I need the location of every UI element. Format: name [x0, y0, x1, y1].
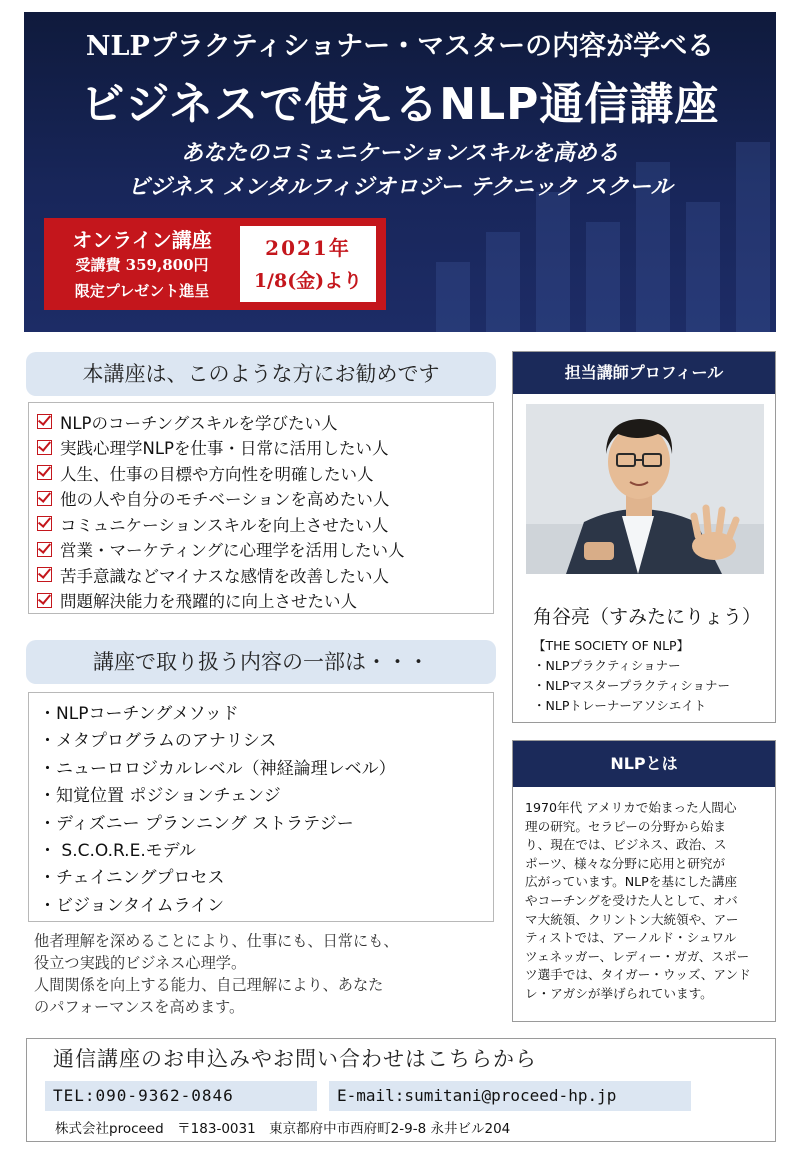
nlp-line: 理の研究。セラピーの分野から始ま	[525, 818, 726, 834]
start-date: 1/8(金)より	[253, 270, 363, 292]
contents-heading: 講座で取り扱う内容の一部は・・・	[26, 640, 496, 684]
list-item-label: NLPのコーチングスキルを学びたい人	[60, 413, 338, 433]
checkbox-checked-icon	[37, 593, 52, 608]
checkbox-checked-icon	[37, 491, 52, 506]
profile-heading: 担当講師プロフィール	[513, 352, 775, 394]
list-item-label: 他の人や自分のモチベーションを高めたい人	[60, 490, 390, 510]
contents-list	[39, 701, 396, 920]
description-line: 人間関係を向上する能力、自己理解により、あなた	[34, 976, 384, 994]
instructor-society: 【THE SOCIETY OF NLP】	[533, 638, 690, 653]
recommend-list	[37, 409, 405, 613]
offer-online-course: オンライン講座	[72, 228, 212, 252]
offer-gift: 限定プレゼント進呈	[74, 282, 210, 300]
banner-subtitle: NLPプラクティショナー・マスターの内容が学べる	[85, 31, 715, 62]
contact-footer	[26, 1038, 776, 1142]
list-item: ・ニューロロジカルレベル（神経論理レベル）	[39, 758, 396, 779]
list-item: ・ビジョンタイムライン	[39, 895, 225, 916]
checkbox-checked-icon	[37, 414, 52, 429]
credential-item: ・NLPマスタープラクティショナー	[533, 678, 730, 693]
list-item	[37, 537, 405, 563]
recommend-heading: 本講座は、このような方にお勧めです	[26, 352, 496, 396]
nlp-line: ツェネッガー、レディー・ガガ、スポー	[525, 948, 750, 964]
nlp-line: ツ選手では、タイガー・ウッズ、アンド	[525, 967, 751, 983]
offer-fee: 受講費 359,800円	[75, 256, 209, 274]
checkbox-checked-icon	[37, 465, 52, 480]
nlp-line: り、現在では、ビジネス、政治、ス	[525, 837, 727, 853]
checkbox-checked-icon	[37, 516, 52, 531]
nlp-line: マ大統領、クリントン大統領や、アー	[525, 911, 739, 927]
contact-heading: 通信講座のお申込みやお問い合わせはこちらから	[53, 1047, 537, 1071]
nlp-description	[525, 799, 767, 1004]
nlp-heading: NLPとは	[513, 741, 775, 787]
nlp-line: 広がっています。NLPを基にした講座	[525, 874, 737, 890]
list-item: ・NLPコーチングメソッド	[39, 704, 239, 724]
credential-item: ・NLPトレーナーアソシエイト	[533, 698, 707, 713]
offer-box	[44, 218, 386, 310]
instructor-credentials	[533, 656, 730, 716]
list-item-label: 人生、仕事の目標や方向性を明確したい人	[60, 464, 374, 484]
instructor-profile-panel	[512, 351, 776, 723]
list-item	[37, 460, 405, 486]
recommend-box	[28, 402, 494, 614]
list-item	[37, 409, 405, 435]
list-item: ・知覚位置 ポジションチェンジ	[39, 786, 281, 807]
list-item: ・ S.C.O.R.E.モデル	[39, 840, 196, 861]
list-item-label: 苦手意識などマイナスな感情を改善したい人	[60, 566, 390, 586]
banner-tagline-1: あなたのコミュニケーションスキルを高める	[181, 140, 619, 166]
checkbox-checked-icon	[37, 567, 52, 582]
list-item	[37, 588, 405, 614]
banner-tagline-2: ビジネス メンタルフィジオロジー テクニック スクール	[127, 174, 673, 200]
checkbox-checked-icon	[37, 440, 52, 455]
list-item	[37, 435, 405, 461]
description-line: のパフォーマンスを高めます。	[34, 998, 245, 1016]
banner-title: ビジネスで使えるNLP通信講座	[80, 79, 720, 130]
credential-item: ・NLPプラクティショナー	[533, 658, 681, 673]
list-item	[37, 562, 405, 588]
description-line: 役立つ実践的ビジネス心理学。	[34, 954, 247, 972]
nlp-line: やコーチングを受けた人として、オバ	[525, 892, 738, 908]
list-item: ・チェイニングプロセス	[39, 868, 225, 889]
list-item-label: コミュニケーションスキルを向上させたい人	[60, 515, 389, 535]
phone-number[interactable]: TEL:090-9362-0846	[45, 1081, 317, 1111]
email-address[interactable]: E-mail:sumitani@proceed-hp.jp	[329, 1081, 691, 1111]
list-item-label: 実践心理学NLPを仕事・日常に活用したい人	[60, 439, 389, 459]
checkbox-checked-icon	[37, 542, 52, 557]
nlp-line: 1970年代 アメリカで始まった人間心	[525, 800, 737, 815]
course-description	[34, 930, 496, 1018]
instructor-photo	[526, 404, 764, 574]
list-item	[37, 486, 405, 512]
nlp-line: ティストでは、アーノルド・シュワル	[525, 930, 737, 946]
contents-box	[28, 692, 494, 922]
list-item-label: 営業・マーケティングに心理学を活用したい人	[60, 541, 405, 561]
list-item: ・メタプログラムのアナリシス	[39, 731, 277, 752]
description-line: 他者理解を深めることにより、仕事にも、日常にも、	[34, 932, 399, 950]
nlp-about-panel	[512, 740, 776, 1022]
list-item-label: 問題解決能力を飛躍的に向上させたい人	[60, 592, 357, 612]
nlp-line: ポーツ、様々な分野に応用と研究が	[525, 855, 726, 871]
instructor-name: 角谷亮（すみたにりょう）	[533, 606, 762, 628]
nlp-line: レ・アガシが挙げられています。	[525, 985, 713, 1001]
start-year: 2021年	[265, 236, 351, 260]
company-address: 株式会社proceed 〒183-0031 東京都府中市西府町2-9-8 永井ビル204	[55, 1121, 511, 1137]
list-item	[37, 511, 405, 537]
list-item: ・ディズニー プランニング ストラテジー	[39, 813, 354, 834]
start-date-box	[240, 226, 376, 302]
